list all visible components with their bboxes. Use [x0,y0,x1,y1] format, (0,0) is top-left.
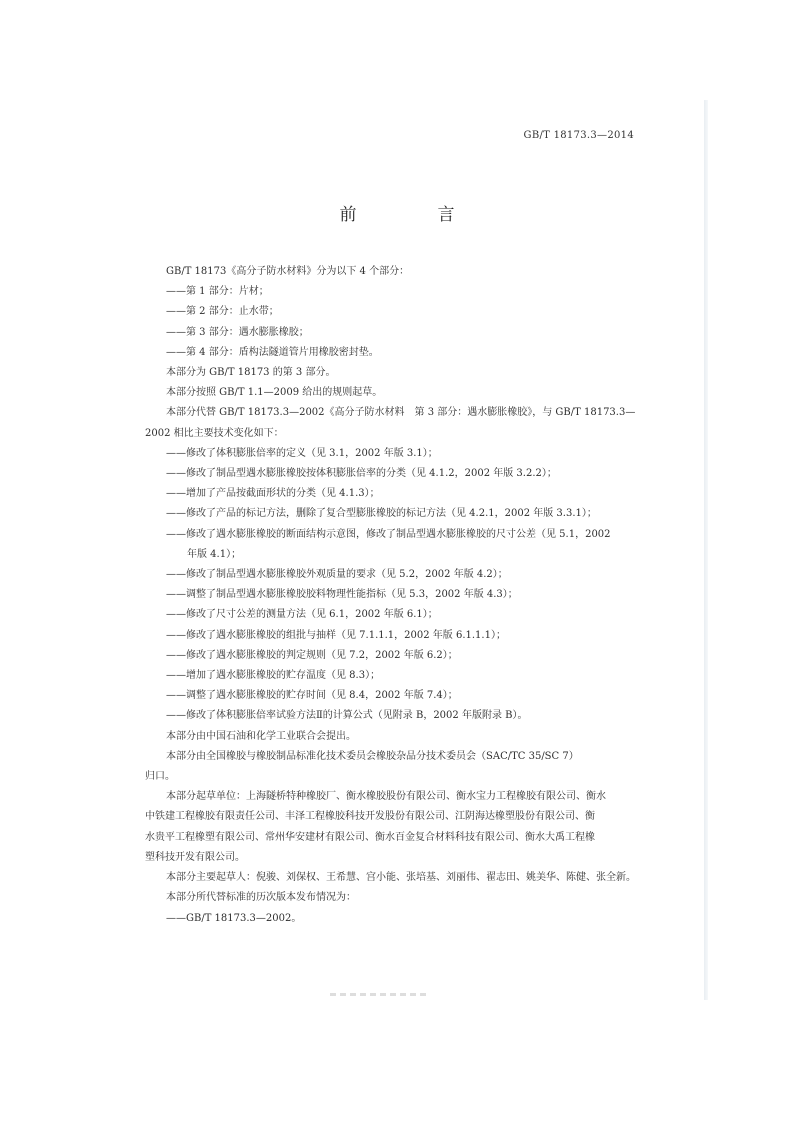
paragraph-replaces-line2: 2002 相比主要技术变化如下： [145,427,284,439]
list-item-change: ——修改了遇水膨胀橡胶的断面结构示意图，修改了制品型遇水膨胀橡胶的尺寸公差（见 5.1，2002 [166,528,611,540]
list-item-change-continued: 年版 4.1）； [187,548,242,560]
list-item-change: ——修改了遇水膨胀橡胶的判定规则（见 7.2，2002 年版 6.2）； [166,649,458,661]
paragraph-drafting-units-line4: 塑科技开发有限公司。 [145,851,245,863]
paragraph-proposer: 本部分由中国石油和化学工业联合会提出。 [166,730,356,742]
list-item-change: ——修改了制品型遇水膨胀橡胶外观质量的要求（见 5.2，2002 年版 4.2）； [166,569,508,581]
foreword-body [145,262,640,929]
list-item-part: ——第 1 部分：片材； [166,286,269,298]
paragraph-replaces-line1: 本部分代替 GB/T 18173.3—2002《高分子防水材料 第 3 部分：遇水膨胀橡胶》，与 GB/T 18173.3— [166,407,636,419]
list-item-part: ——第 2 部分：止水带； [166,306,279,318]
list-item-change: ——增加了遇水膨胀橡胶的贮存温度（见 8.3）； [166,670,381,682]
paragraph-drafters: 本部分主要起草人：倪骏、刘保权、王希慧、宫小能、张培基、刘丽伟、翟志田、姚美华、陈健、张全新。 [166,872,636,884]
list-item-change: ——调整了遇水膨胀橡胶的贮存时间（见 8.4，2002 年版 7.4）； [166,690,458,702]
list-item-part: ——第 4 部分：盾构法隧道管片用橡胶密封垫。 [166,346,379,358]
paragraph-part-number: 本部分为 GB/T 18173 的第 3 部分。 [166,367,336,379]
footer-mark [330,993,430,996]
paragraph-history-intro: 本部分所代替标准的历次版本发布情况为： [166,892,356,904]
page-edge-shadow [704,100,708,1000]
list-item-change: ——修改了体积膨胀倍率试验方法Ⅱ的计算公式（见附录 B，2002 年版附录 B）。 [166,710,528,722]
list-item-change: ——修改了遇水膨胀橡胶的组批与抽样（见 7.1.1.1，2002 年版 6.1.1.1）； [166,629,506,641]
list-item-change: ——修改了产品的标记方法，删除了复合型膨胀橡胶的标记方法（见 4.2.1，2002 年版 3.3.1）； [166,508,597,520]
list-item-change: ——调整了制品型遇水膨胀橡胶胶料物理性能指标（见 5.3，2002 年版 4.3）； [166,589,518,601]
list-item-change: ——修改了尺寸公差的测量方法（见 6.1，2002 年版 6.1）； [166,609,438,621]
document-code: GB/T 18173.3—2014 [523,130,634,141]
paragraph-drafting-rules: 本部分按照 GB/T 1.1—2009 给出的规则起草。 [166,387,383,399]
page-title: 前 言 [339,205,487,225]
paragraph-drafting-units-line2: 中铁建工程橡胶有限责任公司、丰泽工程橡胶科技开发股份有限公司、江阴海达橡塑股份有限公司、衡 [145,811,595,823]
list-item-history: ——GB/T 18173.3—2002。 [166,912,302,924]
paragraph-parts-intro: GB/T 18173《高分子防水材料》分为以下 4 个部分： [166,266,410,277]
list-item-change: ——修改了体积膨胀倍率的定义（见 3.1，2002 年版 3.1）； [166,447,438,459]
paragraph-centralized-line2: 归口。 [145,771,175,783]
list-item-change: ——修改了制品型遇水膨胀橡胶按体积膨胀倍率的分类（见 4.1.2，2002 年版 3.2.2）； [166,468,557,480]
paragraph-centralized-line1: 本部分由全国橡胶与橡胶制品标准化技术委员会橡胶杂品分技术委员会（SAC/TC 35/SC 7） [166,750,579,762]
list-item-part: ——第 3 部分：遇水膨胀橡胶； [166,326,309,338]
paragraph-drafting-units-line3: 水贵平工程橡塑有限公司、常州华安建材有限公司、衡水百金复合材料科技有限公司、衡水大禹工程橡 [145,831,595,843]
paragraph-drafting-units-line1: 本部分起草单位：上海隧桥特种橡胶厂、衡水橡胶股份有限公司、衡水宝力工程橡胶有限公司、衡水 [166,791,606,803]
list-item-change: ——增加了产品按截面形状的分类（见 4.1.3）； [166,488,380,500]
